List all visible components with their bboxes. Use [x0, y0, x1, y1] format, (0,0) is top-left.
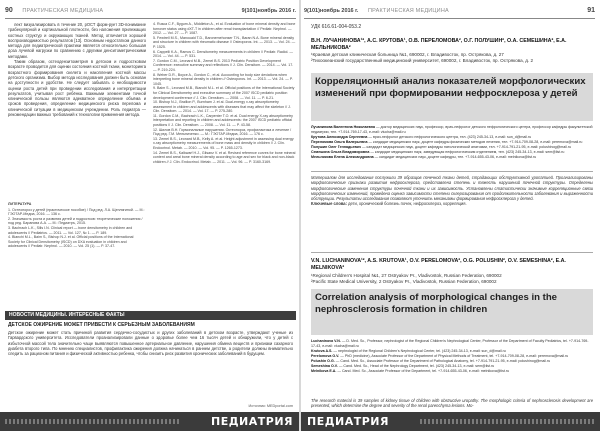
contact-item — [311, 155, 593, 160]
contact-details: — кандидат медицинских наук, доцент кафедры патологической анатомии, тел. +7-914-791-21-95, e-mail: polushinog@mail.ru — [360, 145, 572, 149]
body-paragraph: лект визуализировать в течение 20, рОСТ форм-рует 3D-понимание трабекулярной и кортикальной плотности, без наложения прилежащих костных структур и окружающих тканей. Метод отличается хорошей воспроизводимостью результатов [13]. Основным недостатком данного метода для педиатрической практики является относительно большая доза лучевой нагрузки по сравнению с другими денситометрическими методами. — [8, 22, 146, 59]
affiliation-ru-2: ²Тихоокеанский государственный медицинский университет, 690002, г. Владивосток, пр. Острякова, д. 2 — [311, 58, 534, 63]
contact-name: Семешина Ольга Владимировна — [311, 150, 370, 154]
reference-item: 3. Bachrach L.K., Sills I.N. Clinical report — bone densitometry in children and adolescents // Pediatrics. — 2011. — Vol. 127, № 1. — P. 189. — [8, 225, 133, 235]
abstract-ru-text: Материалом для исследования послужили 39 образцов почечной ткани детей, страдающих обструктивной уропатией. Проанализированы морфологические признаки развития нефросклероза, представлена степень и тяжесть нарушений почечной структуры. Определены морфологические изменения структуры почечной ткани и их зависимость. Установлены статистически значимые корреляционные связи морфологических изменений, проведена оценка зависимости степени склерозирования от продолжительности заболевания и выраженности обструкции. Результаты исследования позволяют уточнить механизмы формирования нефросклероза у детей. — [311, 175, 593, 202]
abstract-en — [311, 398, 593, 410]
contact-name: Perelomova O.V. — [311, 354, 340, 358]
affiliation-en-1: ¹Regional Children's Hospital №1, 27 Ostryakov Pr., Vladivostok, Russian Federation, 690002 — [311, 273, 502, 278]
references-heading: ЛИТЕРАТУРА — [8, 202, 32, 206]
divider-ru — [311, 171, 593, 172]
affiliations-ru — [311, 52, 591, 64]
contact-item — [311, 339, 593, 349]
reference-item: 10. Bishop N.J., Braillon P., Burnham J. et al. Dual-energy x-ray absorptiometry assessment in children and adolescents with diseases that may affect the skeleton // J. Clin. Densitom. — 2014. — Vol. 17. — P. 275-280. — [153, 100, 291, 114]
reference-item: 7. Gordon C.M., Leonard M.B., Zemel B.S. 2013 Pediatric Position Development Conference: executive summary and reflections // J. Clin. Densitom. — 2014. — Vol. 17. — P. 219-224. — [153, 58, 294, 72]
contacts-ru — [311, 125, 593, 169]
contact-details: — кандидат медицинских наук, доцент кафедры физических методов лечения, тел. +7-914-709-08-28, e-mail: peremova@mail.ru — [367, 140, 583, 144]
left-col1-body — [8, 22, 146, 172]
contact-item — [311, 125, 593, 135]
left-col2-references — [153, 22, 296, 310]
page-gutter — [299, 0, 301, 431]
right-page-number: 91 — [587, 7, 595, 14]
left-footer — [0, 412, 299, 431]
divider-en — [311, 252, 593, 253]
reference-item: 11. Gordon C.M., Bachrach L.K., Carpenter T.O. et al. Dual energy X-ray absorptiometry interpretation and reporting in children and adolescents: the 2007 ISCD pediatric official positions // J. Clin. Densitom. — 2008. — Vol. 11. — P. 43-58. — [153, 113, 293, 128]
authors-en: V.N. LUCHANINOVA¹², A.S. KRUTOVA¹, O.V. PERELOMOVA², O.G. POLUSHIN², O.V. SEMESHINA², E.A. MELNIKOVA² — [311, 258, 566, 271]
contact-details: — Cand. Med. Sc., Head of the Nephrology Department, tel. (423) 245-34-13, e-mail: sem@list.ru — [337, 364, 495, 368]
reference-item: 4. Rusca C.F., Bygum A., Middleton A., et al. Evaluation of bone mineral density and bone turnover status using dXT-T in children after renal transplantation // Pediatr. Nephrol. — 2012. — Vol. 27. — P. 1087. — [153, 22, 296, 36]
reference-item: 4. Bianchi M.L., Baim S., Bishop N.J. et al. Official positions of the International Society for Clinical Densitometry (ISCD) on DXA evaluation in children and adolescents // Pediatr. Nephrol. — 2010. — Vol. 25 (1). — P. 37-47. — [8, 235, 134, 249]
left-footer-pattern — [5, 419, 180, 424]
left-issue: 9(101)ноябрь 2016 г. — [241, 8, 296, 14]
reference-item: 5. Fewtrell M.S., Manouaid T.D., Baronemehonser T.N., Baran N.A. Bone mineral density and structure in children with rheumatic disease // Osteoporos. Int. — 2013. — Vol. 24. — P. 1525. — [153, 35, 296, 49]
contact-details: — кандидат медицинских наук, доцент кафедры, тел. +7-914-655-43-06, e-mail: melnikova@list.ru — [373, 155, 537, 159]
body-paragraph: Таким образом, остеодензитометрия в детском и подростковом возрасте проводится для оценки состояния костной ткани, мониторинга возрастного формирования скелета и накопления костной массы детского организма. Выбор метода исследования должен быть основан на доступности и удобстве. Не следует забывать о необходимости оценки роста детей при проведении исследования и интерпретации результатов, учитывая рост ребёнка. Важными элементами точной клинической пользы являются адекватное определение объёма и сроков проведения, определение медицинского риска перелома и клинической ситуации в медицинском учреждении. Роль педиатра — рекомендации важных требований к технологии применения метода. — [8, 59, 146, 118]
reference-item: 2. Значимость роста и развития детей и подростков: теоретические положения / под ред. Баранова А.А. — М.: Педиатръ, 2015. — [8, 216, 143, 226]
news-source: Источник: MEDportal.com — [248, 404, 293, 408]
left-journal-name: ПРАКТИЧЕСКАЯ МЕДИЦИНА — [22, 8, 104, 14]
right-running-header — [304, 5, 595, 17]
contact-details: — Cand. Med. Sc., Associate Professor of the Department, tel. +7-914-655-43-06, e-mail: melnikova@list.ru — [336, 369, 510, 373]
contact-details: — PhD (medicine), Associate Professor of the Department of Physical Methods of Treatment, tel. +7-914-709-08-28, e-mail: peremova@mail.ru — [339, 354, 569, 358]
udk-code: УДК 616.61-004-053.2 — [311, 24, 362, 30]
reference-item: 1. Остеопороз у детей (практическое пособие) / Под ред. Л.А. Щеплягиной. — М.: ГЭОТАР-Медиа, 2016. — 136 с. — [8, 207, 145, 217]
news-body — [8, 330, 293, 402]
contact-name: Мельникова Елена Александровна — [311, 155, 374, 159]
news-section-bar: НОВОСТИ МЕДИЦИНЫ. ИНТЕРЕСНЫЕ ФАКТЫ — [5, 311, 296, 320]
article-title-ru: Корреляционный анализ показателей морфологических изменений при формировании нефросклероза у детей — [311, 73, 593, 121]
keywords-ru-label: Ключевые слова: — [311, 201, 347, 207]
contact-name: Полушин Олег Геннадьевич — [311, 145, 361, 149]
contact-name: Semeshina O.V. — [311, 364, 338, 368]
abstract-en-text: The research material is 39 samples of kidney tissue of children with obstructive uropathy. The morphologic criteria of nephrosclerosis development are presented, which determine the degree and severity of the renal parenchyma lesions. Mo- — [311, 398, 593, 409]
contact-name: Переломова Ольга Валерьевна — [311, 140, 368, 144]
contact-details: — доктор медицинских наук, профессор, врач-нефролог детского нефрологического центра, профессор кафедры факультетской педиатрии, тел. +7-914-769-17-43, e-mail: vlucha@mail.ru — [311, 125, 593, 134]
affiliation-en-2: ²Pacific State Medical University, 2 Ostryakov Pr., Vladivostok, Russian Federation, 690002 — [311, 279, 497, 284]
right-journal-name: ПРАКТИЧЕСКАЯ МЕДИЦИНА — [367, 8, 449, 14]
right-footer-pattern — [420, 419, 595, 424]
left-col1-references — [8, 202, 146, 310]
contact-item — [311, 369, 593, 374]
contact-details: — врач-нефролог детского нефрологического центра, тел. (423) 245-34-13, e-mail: sun_d@mail.ru — [367, 135, 532, 139]
contact-name: Лучанинова Валентина Николаевна — [311, 125, 375, 129]
contact-name: Melnikova E.A. — [311, 369, 337, 373]
contact-details: — nephrologist of the Regional Children's Nephrological Center, tel. (423) 245-34-13, e-mail: sun_d@mail.ru — [332, 349, 506, 353]
news-title: ДЕТСКОЕ ОЖИРЕНИЕ МОЖЕТ ПРИВЕСТИ К СЕРЬЕЗНЫМ ЗАБОЛЕВАНИЯМ — [8, 322, 195, 328]
right-header-rule — [304, 18, 595, 19]
authors-ru: В.Н. ЛУЧАНИНОВА¹², А.С. КРУТОВА¹, О.В. ПЕРЕЛОМОВА², О.Г. ПОЛУШИН², О.А. СЕМЕШИНА², Е.А. МЕЛЬНИКОВА² — [311, 38, 567, 51]
affiliation-ru-1: ¹Краевая детская клиническая больница №1, 690002, г. Владивосток, пр. Острякова, д. 27 — [311, 52, 504, 57]
right-footer-brand: ПЕДИАТРИЯ — [307, 415, 389, 428]
reference-item: 8. Weber D.R., Boyce A., Gordon C., et al. Accounting for body size deviations when interpreting bone mineral density in children // Osteoporos. Int. — 2013. — Vol. 24. — P. 1045. — [153, 72, 293, 86]
left-running-header — [5, 5, 296, 17]
contact-name: Krutova A.S. — [311, 349, 333, 353]
left-page-number: 90 — [5, 7, 13, 14]
right-footer — [301, 412, 600, 431]
keywords-ru-text: дети, хронический болезнь почек, нефросклероз, корреляция. — [346, 201, 467, 207]
article-title-en: Correlation analysis of morphological changes in the nephrosclerosis formation in children — [311, 289, 593, 335]
contact-details: — D. Med. Sc., Professor, nephrologist of the Regional Children's Nephrological Center, Professor of the Department of Faculty Pediatrics, tel. +7-914-769-17-43, e-mail: vlucha@mail.ru — [311, 339, 589, 348]
contact-details: — кандидат медицинских наук, заведующая нефрологическим отделением, тел. (423) 245-34-13, e-mail: sem@list.ru — [369, 150, 565, 154]
reference-item: 14. Zemel B.S., Kalkwarf H.J., Gilsanz V. et al. Revised reference curves for bone mineral content and areal bone mineral density according to age and sex for black and non-black children // J. Clin. Endocrinol. Metab. — 2011. — Vol. 96. — P. 3160-3169. — [153, 150, 296, 164]
news-paragraph: Детское ожирение может стать причиной развития сердечно-сосудистых и других заболеваний в детском возрасте, утверждают ученые из Гарвардского университета. Исследователи проанализировали данные о здоровье более чем 16 тысяч детей и обнаружили, что у детей с избыточной массой тела значительно чаще выявляются повышенное артериальное давление, нарушения обмена веществ и признаки сахарного диабета второго типа. По мнению специалистов, профилактика ожирения должна начинаться в раннем детстве, а родители должны внимательно следить за рационом питания и физической активностью ребенка, чтобы снизить риск развития хронических заболеваний в будущем. — [8, 330, 293, 357]
contacts-en — [311, 339, 593, 395]
right-issue: 9(101)ноябрь 2016 г. — [304, 8, 359, 14]
left-footer-brand: ПЕДИАТРИЯ — [211, 415, 293, 428]
contact-name: Luchaninova V.N. — [311, 339, 341, 343]
reference-item: 13. Zemel B.S., Leonard M.B., Kelly A. et al. Height adjustment in assessing dual energy x-ray absorptiometry measurements of bone mass and density in children // J. Clin. Endocrinol. Metab. — 2010. — Vol. 95. — P. 1265-1273. — [153, 136, 294, 151]
contact-name: Крутова Александра Сергеевна — [311, 135, 368, 139]
contact-name: Polushin O.G. — [311, 359, 335, 363]
reference-item: 12. Шилов В.Н. Гормональные нарушения. Остеопороз, профилактика и лечение / Под ред. Г.М. Мельниченко. — М.: ГЭОТАР-Медиа, 2016. — 176 с. — [153, 127, 292, 137]
left-header-rule — [5, 18, 296, 19]
affiliations-en — [311, 273, 591, 285]
abstract-ru — [311, 175, 593, 245]
keywords-ru — [311, 201, 593, 206]
reference-item: 6. Cappelli K.A., Ramos C. Densitometry measurements in children // Pediatr. Radiol. — 2014. — Vol. 44. — P. 531. — [153, 49, 294, 59]
contact-details: — Cand. Med. Sc., Associate Professor of the Department of Pathological Anatomy, tel. +7-914-791-21-95, e-mail: polushinog@mail.ru — [334, 359, 551, 363]
reference-item: 9. Baim S., Leonard M.B., Bianchi M.L. et al. Official positions of the International Society for Clinical Densitometry and executive summary of the 2007 ISCD pediatric position development conference // J. Clin. Densitom. — 2008. — Vol. 11. — P. 6-21. — [153, 86, 295, 100]
